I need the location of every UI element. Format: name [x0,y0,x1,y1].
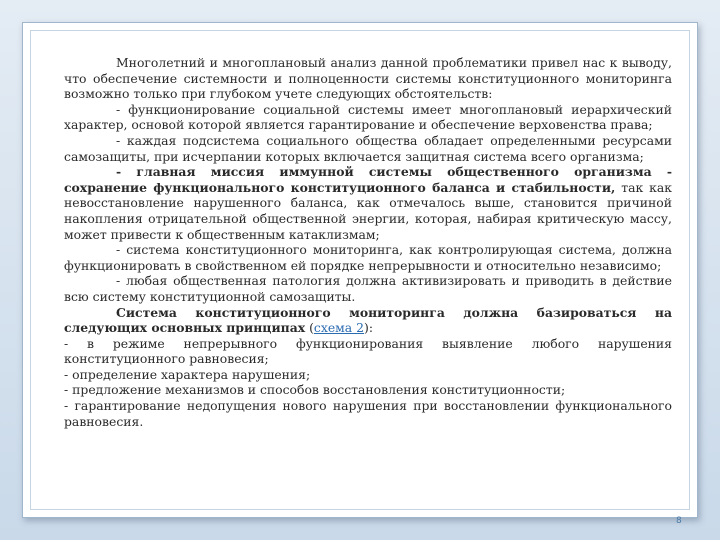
page-number: 8 [676,516,682,526]
principles-lead-bold: Система конституционного мониторинга должна базироваться на следующих основных принципах [64,304,672,336]
point-monitoring-system: - система конституционного мониторинга, как контролирующая система, должна функционировать в свойственном ей порядке непрерывности и относительно независимо; [64,242,672,273]
principle-guarantee: - гарантирование недопущения нового нарушения при восстановлении функционального равновесия. [64,398,672,429]
principle-define: - определение характера нарушения; [64,366,311,382]
point-hierarchy: - функционирование социальной системы имеет многоплановый иерархический характер, основой которой является гарантирование и обеспечение верховенства права; [64,101,672,133]
immune-mission-rest: так как невосстановление нарушенного баланса, как отмечалось выше, становится причиной накопления отрицательной общественной энергии, которая, набирая критическую массу, может привести к общественным катаклизмам; [64,179,672,242]
principles-close: ): [364,320,374,336]
principle-continuous: - в режиме непрерывного функционирования выявление любого нарушения конституционного равновесия; [64,335,672,367]
immune-mission-bold: - главная миссия иммунной системы общественного организма - сохранение функционального конституционного баланса и стабильности, [64,164,672,195]
point-self-defense: - каждая подсистема социального общества обладает определенными ресурсами самозащиты, при исчерпании которых включается защитная система всего организма; [64,132,672,164]
slide-body [64,55,672,429]
point-pathology: - любая общественная патология должна активизировать и приводить в действие всю систему конституционной самозащиты. [64,273,672,304]
schema-2-link[interactable]: схема 2 [313,320,365,336]
point-immune-mission [64,164,672,242]
principles-open-paren: ( [305,320,314,336]
intro-paragraph: Многолетний и многоплановый анализ данной проблематики привел нас к выводу, что обеспечение системности и полноценности системы конституционного мониторинга возможно только при глубоком учете следующих обстоятельств: [64,55,672,102]
principles-lead [64,305,672,336]
principle-mechanisms: - предложение механизмов и способов восстановления конституционности; [64,382,566,398]
